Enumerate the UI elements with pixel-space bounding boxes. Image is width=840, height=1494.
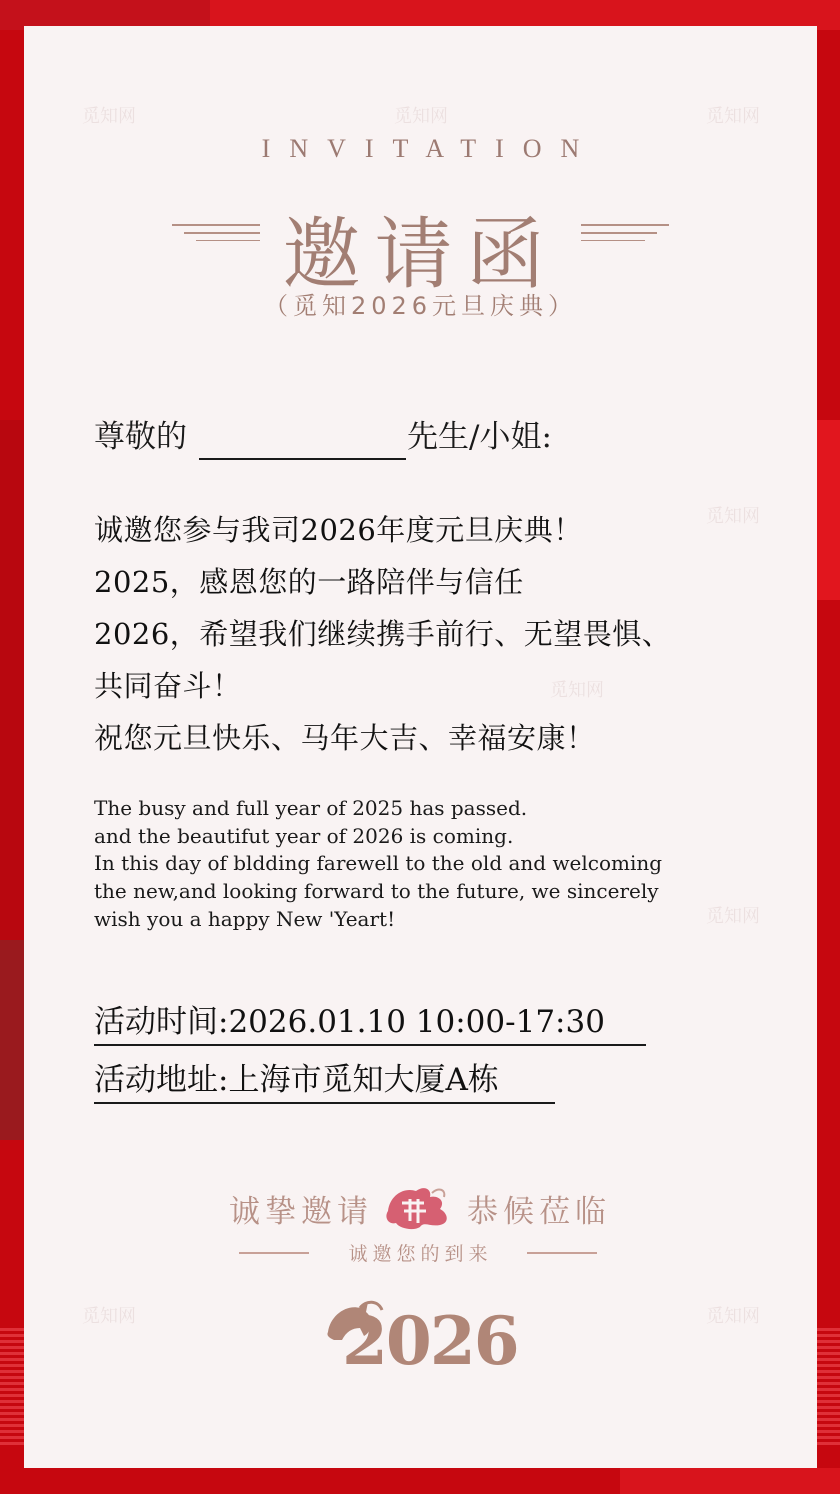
event-address-underline (94, 1102, 555, 1104)
fu-character-horse-icon (380, 1181, 460, 1233)
body-en-line: and the beautifut year of 2026 is coming. (94, 824, 514, 848)
watermark: 觅知网 (706, 1306, 760, 1327)
page-title: 邀请函 (282, 210, 559, 300)
year-logo-text: 2026 (342, 1302, 518, 1380)
footer-line-right (527, 1252, 597, 1254)
watermark: 觅知网 (394, 106, 448, 127)
body-cn-line: 2026，希望我们继续携手前行、无望畏惧、 (94, 617, 672, 651)
body-cn-line: 2025，感恩您的一路陪伴与信任 (94, 565, 524, 599)
watermark: 觅知网 (550, 680, 604, 701)
frame-red-block-left-mid (0, 420, 24, 940)
frame-red-block-bottom-right (620, 1468, 840, 1494)
frame-stripes-right (817, 1325, 840, 1445)
body-cn-line: 诚邀您参与我司2026年度元旦庆典！ (94, 513, 583, 547)
footer-subtitle: 诚邀您的到来 (348, 1243, 493, 1265)
watermark: 觅知网 (82, 1306, 136, 1327)
footer-right-text: 恭候莅临 (467, 1194, 611, 1230)
body-cn-line: 祝您元旦快乐、马年大吉、幸福安康！ (94, 721, 596, 755)
watermark: 觅知网 (706, 906, 760, 927)
event-address: 活动地址:上海市觅知大厦A栋 (94, 1062, 499, 1098)
greeting-suffix: 先生/小姐: (407, 419, 552, 455)
watermark: 觅知网 (706, 506, 760, 527)
footer-left-text: 诚挚邀请 (229, 1194, 373, 1230)
watermark: 觅知网 (82, 106, 136, 127)
frame-red-block-left-dark (0, 940, 24, 1140)
body-en-line: In this day of bldding farewell to the old and welcoming (94, 851, 663, 875)
event-time: 活动时间:2026.01.10 10:00-17:30 (94, 1004, 605, 1040)
invitation-word: INVITATION (261, 134, 599, 163)
invitation-card (24, 26, 817, 1468)
year-logo (320, 1298, 520, 1378)
name-blank-line (199, 458, 406, 460)
event-time-underline (94, 1044, 646, 1046)
body-cn-line: 共同奋斗！ (94, 669, 242, 703)
body-en-line: the new,and looking forward to the future, we sincerely (94, 879, 659, 903)
page-subtitle: （觅知2026元旦庆典） (263, 292, 578, 320)
frame-red-block-right-bright (817, 420, 840, 600)
watermark: 觅知网 (706, 106, 760, 127)
frame-stripes-left (0, 1325, 24, 1445)
body-en-line: wish you a happy New 'Yeart! (94, 907, 396, 931)
body-en-line: The busy and full year of 2025 has passed. (94, 796, 528, 820)
greeting-prefix: 尊敬的 (94, 419, 187, 455)
